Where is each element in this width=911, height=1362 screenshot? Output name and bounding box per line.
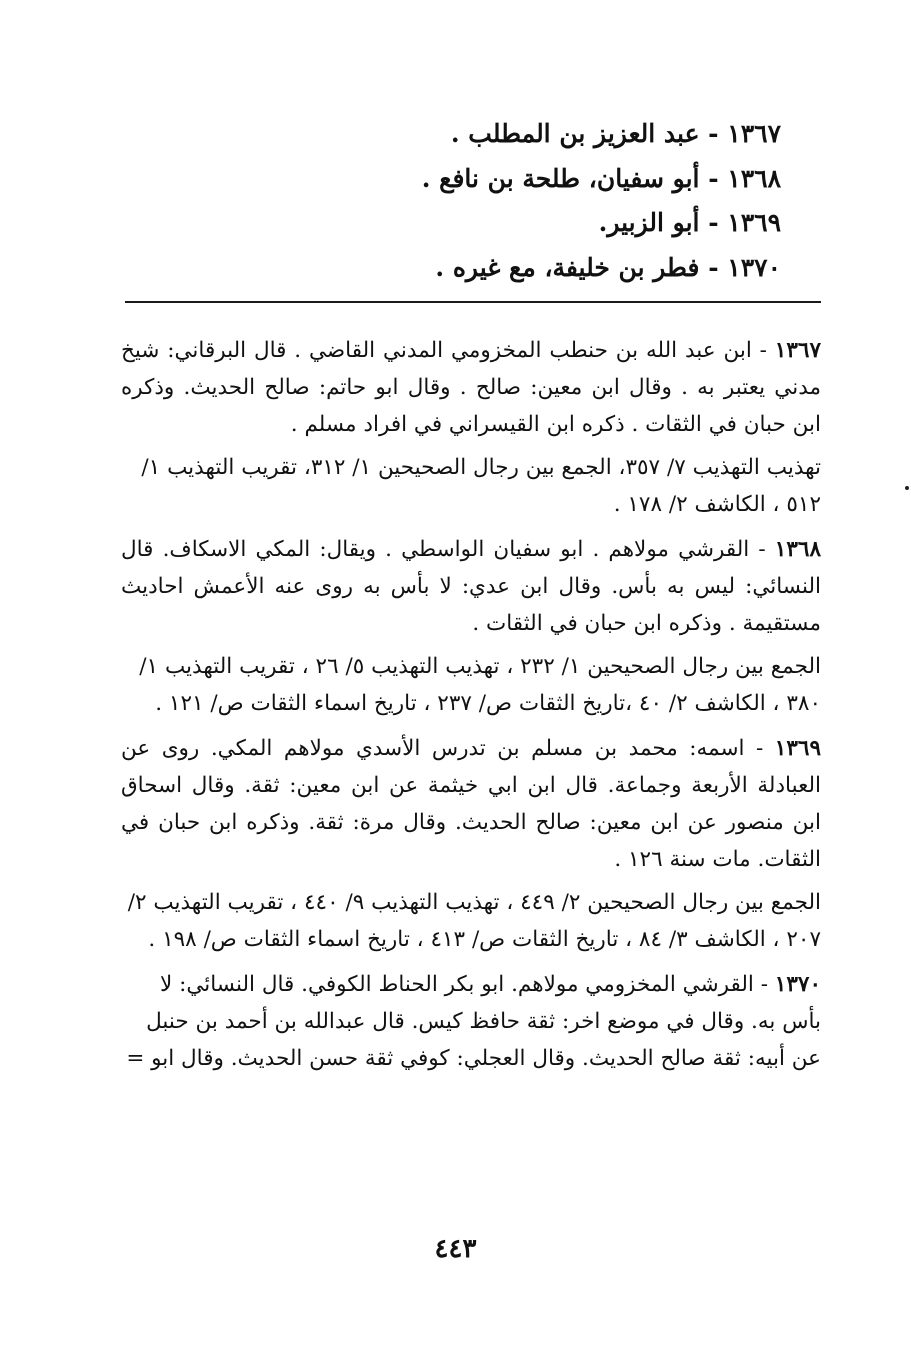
footnote-1367: ١٣٦٧ - ابن عبد الله بن حنطب المخزومي المدني القاضي . قال البرقاني: شيخ مدني يعتبر به . وقال ابن معين: صالح . وقال ابو حاتم: صالح الحديث. وذكره ابن حبان في الثقات . ذكره ابن القيسراني في افراد مسلم . تهذيب التهذيب ٧/ ٣٥٧، الجمع بين رجال الصحيحين ١/ ٣١٢، تقريب التهذيب ١/ ٥١٢ ، الكاشف ٢/ ١٧٨ . — [121, 332, 821, 523]
footnote-sources: الجمع بين رجال الصحيحين ٢/ ٤٤٩ ، تهذيب التهذيب ٩/ ٤٤٠ ، تقريب التهذيب ٢/ ٢٠٧ ، الكاشف ٣/ ٨٤ ، تاريخ الثقات ص/ ٤١٣ ، تاريخ اسماء الثقات ص/ ١٩٨ . — [127, 890, 821, 952]
main-entry-1368: ١٣٦٨ - أبو سفيان، طلحة بن نافع . — [421, 163, 781, 193]
footnote-body: ابن عبد الله بن حنطب المخزومي المدني القاضي . قال البرقاني: شيخ مدني يعتبر به . وقال ابن معين: صالح . وقال ابو حاتم: صالح الحديث. وذكره ابن حبان في الثقات . ذكره ابن القيسراني في افراد مسلم . — [121, 338, 821, 437]
page-number: ٤٤٣ — [434, 1234, 477, 1264]
footnote-1368: ١٣٦٨ - القرشي مولاهم . ابو سفيان الواسطي . ويقال: المكي الاسكاف. قال النسائي: ليس به بأس. وقال ابن عدي: لا بأس به روى عنه الأعمش احاديث مستقيمة . وذكره ابن حبان في الثقات . الجمع بين رجال الصحيحين ١/ ٢٣٢ ، تهذيب التهذيب ٥/ ٢٦ ، تقريب التهذيب ١/ ٣٨٠ ، الكاشف ٢/ ٤٠ ،تاريخ الثقات ص/ ٢٣٧ ، تاريخ اسماء الثقات ص/ ١٢١ . — [121, 531, 821, 722]
footnote-number: ١٣٦٧ — [774, 338, 821, 363]
footnote-sources: الجمع بين رجال الصحيحين ١/ ٢٣٢ ، تهذيب التهذيب ٥/ ٢٦ ، تقريب التهذيب ١/ ٣٨٠ ، الكاشف ٢/ ٤٠ ،تاريخ الثقات ص/ ٢٣٧ ، تاريخ اسماء الثقات ص/ ١٢١ . — [139, 654, 821, 716]
footnote-number: ١٣٦٩ — [774, 736, 821, 761]
main-entry-1369: ١٣٦٩ - أبو الزبير. — [598, 208, 781, 237]
scan-speck — [905, 486, 909, 490]
main-entry-1370: ١٣٧٠ - فطر بن خليفة، مع غيره . — [435, 252, 781, 282]
footnote-1369: ١٣٦٩ - اسمه: محمد بن مسلم بن تدرس الأسدي مولاهم المكي. روى عن العبادلة الأربعة وجماعة. قال ابن ابي خيثمة عن ابن معين: ثقة. وقال اسحاق ابن منصور عن ابن معين: صالح الحديث. وقال مرة: ثقة. وذكره ابن حبان في الثقات. مات سنة ١٢٦ . الجمع بين رجال الصحيحين ٢/ ٤٤٩ ، تهذيب التهذيب ٩/ ٤٤٠ ، تقريب التهذيب ٢/ ٢٠٧ ، الكاشف ٣/ ٨٤ ، تاريخ الثقات ص/ ٤١٣ ، تاريخ اسماء الثقات ص/ ١٩٨ . — [121, 730, 821, 958]
footnotes — [121, 332, 821, 1085]
footnote-sources: تهذيب التهذيب ٧/ ٣٥٧، الجمع بين رجال الصحيحين ١/ ٣١٢، تقريب التهذيب ١/ ٥١٢ ، الكاشف ٢/ ١٧٨ . — [141, 455, 821, 517]
footnote-number: ١٣٦٨ — [774, 537, 821, 562]
main-entry-1367: ١٣٦٧ - عبد العزيز بن المطلب . — [450, 119, 781, 148]
footnote-1370: ١٣٧٠ - القرشي المخزومي مولاهم. ابو بكر الحناط الكوفي. قال النسائي: لا بأس به. وقال في موضع اخر: ثقة حافظ كيس. قال عبدالله بن أحمد بن حنبل عن أبيه: ثقة صالح الحديث. وقال العجلي: كوفي ثقة حسن الحديث. وقال ابو = — [126, 972, 821, 1071]
footnote-number: ١٣٧٠ — [774, 972, 821, 997]
main-text-list — [261, 112, 781, 290]
footnote-body: اسمه: محمد بن مسلم بن تدرس الأسدي مولاهم المكي. روى عن العبادلة الأربعة وجماعة. قال ابن ابي خيثمة عن ابن معين: ثقة. وقال اسحاق ابن منصور عن ابن معين: صالح الحديث. وقال مرة: ثقة. وذكره ابن حبان في الثقات. مات سنة ١٢٦ . — [121, 736, 821, 872]
footnote-divider — [125, 301, 821, 303]
footnote-body: القرشي المخزومي مولاهم. ابو بكر الحناط الكوفي. قال النسائي: لا بأس به. وقال في موضع اخر: ثقة حافظ كيس. قال عبدالله بن أحمد بن حنبل عن أبيه: ثقة صالح الحديث. وقال العجلي: كوفي ثقة حسن الحديث. وقال ابو = — [126, 972, 821, 1071]
footnote-body: القرشي مولاهم . ابو سفيان الواسطي . ويقال: المكي الاسكاف. قال النسائي: ليس به بأس. وقال ابن عدي: لا بأس به روى عنه الأعمش احاديث مستقيمة . وذكره ابن حبان في الثقات . — [121, 537, 821, 636]
